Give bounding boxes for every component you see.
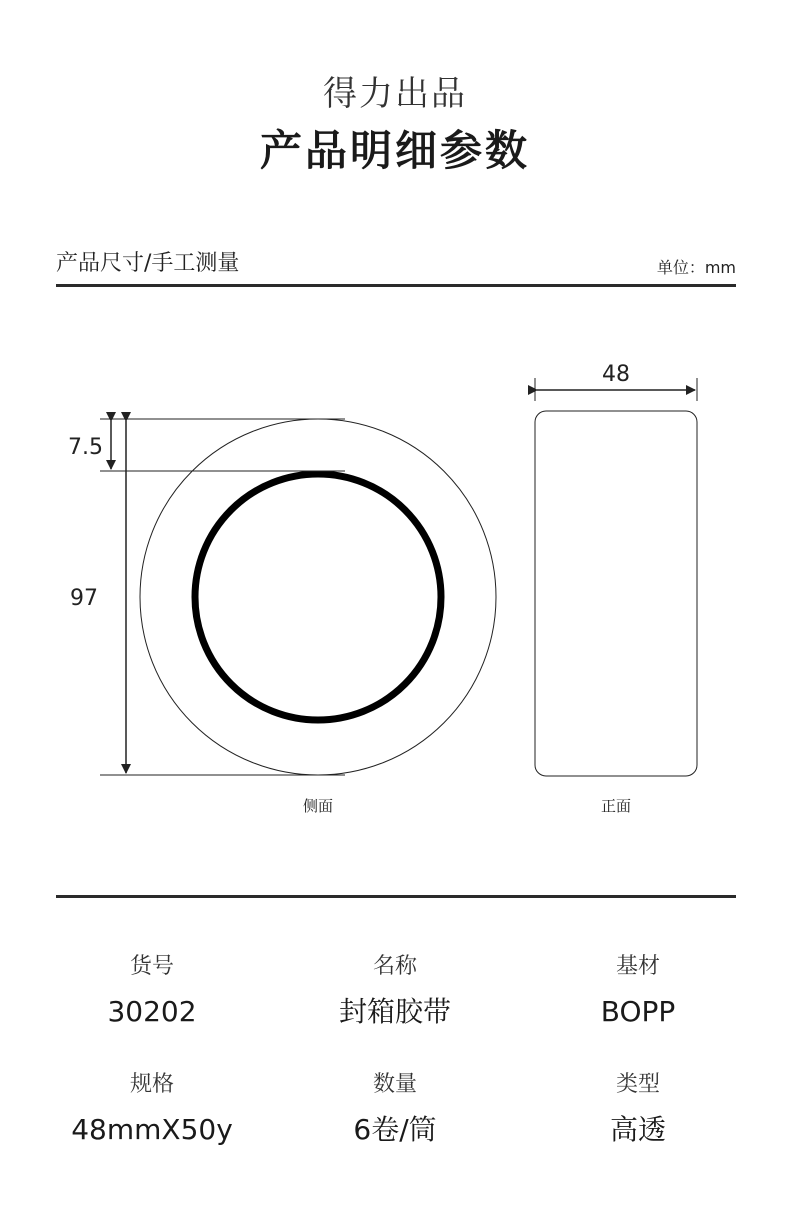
spec-item-material (516, 952, 760, 1030)
unit-label: 单位：mm (656, 258, 736, 277)
tape-dimension-drawing (0, 340, 790, 830)
spec-value: 高透 (609, 1113, 666, 1146)
page-title (260, 118, 530, 178)
spec-value: 30202 (107, 995, 197, 1028)
side-view-caption: 侧面 (302, 797, 334, 815)
spec-value: 48mmX50y (71, 1113, 233, 1146)
spec-item-type (516, 1070, 760, 1148)
middle-divider (56, 895, 736, 898)
spec-value: 封箱胶带 (338, 995, 451, 1028)
spec-item-item-number (30, 952, 274, 1030)
tape-front-rect (535, 411, 697, 776)
diameter-value: 97 (70, 586, 98, 611)
spec-value: 6卷/筒 (353, 1113, 437, 1146)
spec-label: 数量 (372, 1072, 417, 1097)
front-view-caption: 正面 (600, 797, 632, 815)
page-title-text: 产品明细参数 (259, 126, 530, 175)
spec-label: 名称 (372, 954, 417, 979)
size-section-label: 产品尺寸/手工测量 (56, 251, 240, 276)
brand-subtitle: 得力出品 (323, 74, 467, 114)
spec-item-size (30, 1070, 274, 1148)
spec-item-name (273, 952, 517, 1030)
thickness-value: 7.5 (68, 435, 103, 460)
spec-value: BOPP (600, 995, 676, 1028)
spec-label: 类型 (615, 1072, 660, 1097)
spec-label: 货号 (129, 954, 174, 979)
spec-label: 规格 (129, 1072, 174, 1097)
spec-label: 基材 (615, 954, 660, 979)
tape-core-circle (195, 474, 441, 720)
width-value: 48 (602, 362, 630, 387)
spec-item-quantity (273, 1070, 517, 1148)
title-wrap (0, 118, 790, 178)
top-divider (56, 284, 736, 287)
